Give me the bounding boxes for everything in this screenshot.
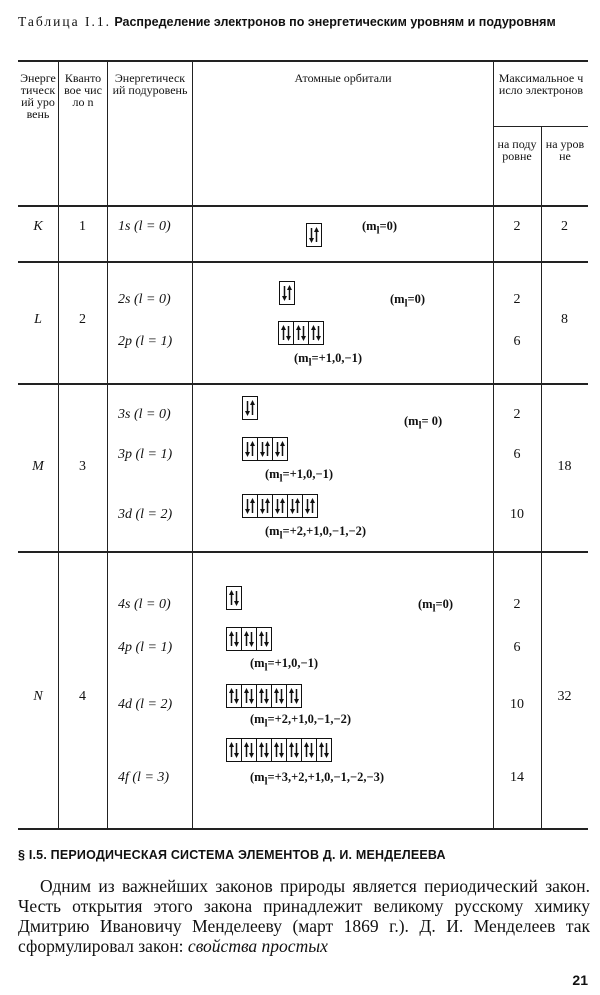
header-per-level: на уровне bbox=[545, 137, 585, 163]
row-rule-k-l bbox=[18, 261, 588, 263]
sublevel-max: 2 bbox=[513, 219, 521, 234]
orbital-boxes bbox=[278, 321, 324, 345]
ml-list: =+2,+1,0,−1,−2) bbox=[282, 524, 367, 538]
orbital-boxes bbox=[242, 396, 258, 420]
sublevel-symbol: 4f bbox=[118, 770, 129, 785]
electron-pair-icon bbox=[288, 687, 300, 705]
ml-values bbox=[418, 597, 453, 615]
ml-values bbox=[250, 656, 318, 674]
ml-subscript: l bbox=[376, 225, 380, 237]
spin-up-arrow bbox=[304, 742, 309, 757]
sublevel-label bbox=[118, 292, 171, 308]
spin-down-arrow bbox=[264, 632, 269, 647]
orbital-box bbox=[273, 438, 287, 460]
orbital-box bbox=[242, 739, 257, 761]
sublevel-l: (l = 1) bbox=[135, 640, 173, 655]
ml-subscript: l bbox=[264, 776, 268, 788]
quantum-number: 4 bbox=[79, 689, 86, 704]
sublevel-max: 2 bbox=[513, 597, 521, 612]
table-caption bbox=[18, 14, 588, 30]
sublevel-l: (l = 1) bbox=[135, 447, 173, 462]
level-total: 32 bbox=[557, 689, 572, 704]
header-per-sublevel: на подуровне bbox=[497, 137, 537, 163]
ml-list: =+1,0,−1) bbox=[267, 656, 319, 670]
orbital-box bbox=[317, 739, 331, 761]
electron-pair-icon bbox=[258, 630, 270, 648]
electron-pair-icon bbox=[228, 589, 240, 607]
sublevel-l: (l = 3) bbox=[132, 770, 170, 785]
electron-pair-icon bbox=[258, 741, 270, 759]
sublevel-symbol: 4s bbox=[118, 597, 131, 612]
spin-up-arrow bbox=[314, 227, 319, 242]
orbital-box bbox=[272, 739, 287, 761]
orbital-boxes bbox=[306, 223, 322, 247]
orbital-box bbox=[242, 628, 257, 650]
orbital-box bbox=[294, 322, 309, 344]
spin-down-arrow bbox=[324, 743, 329, 758]
ml-symbol: (m bbox=[362, 219, 377, 233]
sublevel-symbol: 3d bbox=[118, 507, 132, 522]
electron-pair-icon bbox=[310, 324, 322, 342]
sublevel-label bbox=[118, 697, 172, 713]
ml-symbol: (m bbox=[250, 656, 265, 670]
header-bottom-rule bbox=[18, 205, 588, 207]
ml-symbol: (m bbox=[390, 292, 405, 306]
table-label: Таблица I.1. bbox=[18, 14, 111, 29]
spin-up-arrow bbox=[259, 631, 264, 646]
electron-pair-icon bbox=[228, 741, 240, 759]
ml-values bbox=[404, 414, 442, 432]
orbital-box bbox=[287, 739, 302, 761]
quantum-number: 1 bbox=[79, 219, 86, 234]
ml-values bbox=[265, 524, 366, 542]
spin-up-arrow bbox=[265, 498, 270, 513]
sublevel-symbol: 3p bbox=[118, 447, 132, 462]
paragraph-italic: свойства простых bbox=[187, 936, 328, 956]
spin-up-arrow bbox=[289, 742, 294, 757]
spin-up-arrow bbox=[310, 498, 315, 513]
ml-symbol: (m bbox=[265, 467, 280, 481]
spin-up-arrow bbox=[311, 325, 316, 340]
ml-list: =+3,+2,+1,0,−1,−2,−3) bbox=[267, 770, 385, 784]
col-rule-3 bbox=[192, 60, 193, 828]
orbital-box bbox=[288, 495, 303, 517]
spin-down-arrow bbox=[245, 499, 250, 514]
spin-down-arrow bbox=[275, 499, 280, 514]
orbital-box bbox=[309, 322, 323, 344]
spin-down-arrow bbox=[245, 442, 250, 457]
spin-down-arrow bbox=[316, 326, 321, 341]
ml-values bbox=[390, 292, 425, 310]
ml-subscript: l bbox=[404, 298, 408, 310]
ml-symbol: (m bbox=[418, 597, 433, 611]
header-sublevel: Энергетический подуровень bbox=[112, 71, 188, 97]
electron-pair-icon bbox=[273, 687, 285, 705]
orbital-box bbox=[307, 224, 321, 246]
spin-down-arrow bbox=[294, 689, 299, 704]
spin-down-arrow bbox=[275, 442, 280, 457]
ml-symbol: (m bbox=[250, 712, 265, 726]
ml-symbol: (m bbox=[250, 770, 265, 784]
electron-pair-icon bbox=[318, 741, 330, 759]
page-number: 21 bbox=[572, 972, 588, 988]
spin-up-arrow bbox=[229, 631, 234, 646]
orbital-box bbox=[258, 438, 273, 460]
orbital-box bbox=[227, 628, 242, 650]
electron-pair-icon bbox=[259, 440, 271, 458]
sublevel-symbol: 2p bbox=[118, 334, 132, 349]
spin-up-arrow bbox=[296, 325, 301, 340]
spin-down-arrow bbox=[309, 228, 314, 243]
spin-down-arrow bbox=[234, 591, 239, 606]
header-energy-level: Энергетический уровень bbox=[20, 71, 56, 121]
orbital-boxes bbox=[242, 494, 318, 518]
sublevel-symbol: 4p bbox=[118, 640, 132, 655]
electron-pair-icon bbox=[274, 440, 286, 458]
sublevel-label bbox=[118, 219, 171, 235]
sublevel-symbol: 4d bbox=[118, 697, 132, 712]
orbital-boxes bbox=[242, 437, 288, 461]
sublevel-l: (l = 0) bbox=[133, 597, 171, 612]
spin-up-arrow bbox=[289, 688, 294, 703]
spin-up-arrow bbox=[280, 441, 285, 456]
orbital-boxes bbox=[226, 586, 242, 610]
electron-pair-icon bbox=[244, 497, 256, 515]
ml-symbol: (m bbox=[294, 351, 309, 365]
spin-up-arrow bbox=[229, 742, 234, 757]
electron-pair-icon bbox=[303, 741, 315, 759]
level-name: L bbox=[34, 312, 42, 327]
ml-values bbox=[294, 351, 362, 369]
level-total: 18 bbox=[557, 459, 572, 474]
spin-up-arrow bbox=[244, 631, 249, 646]
ml-values bbox=[250, 712, 351, 730]
spin-down-arrow bbox=[264, 689, 269, 704]
col-rule-1 bbox=[58, 60, 59, 828]
ml-values bbox=[362, 219, 397, 237]
sublevel-label bbox=[118, 770, 169, 786]
spin-down-arrow bbox=[234, 632, 239, 647]
col-rule-2 bbox=[107, 60, 108, 828]
sublevel-max: 10 bbox=[510, 697, 524, 712]
sublevel-max: 6 bbox=[513, 640, 521, 655]
table-top-rule bbox=[18, 60, 588, 62]
spin-up-arrow bbox=[295, 498, 300, 513]
orbital-box bbox=[257, 685, 272, 707]
electron-pair-icon bbox=[228, 687, 240, 705]
sublevel-symbol: 1s bbox=[118, 219, 131, 234]
spin-up-arrow bbox=[244, 742, 249, 757]
ml-list: =+1,0,−1) bbox=[311, 351, 363, 365]
spin-up-arrow bbox=[250, 400, 255, 415]
header-orbitals: Атомные орбитали bbox=[294, 71, 392, 85]
orbital-box bbox=[227, 685, 242, 707]
sublevel-label bbox=[118, 597, 171, 613]
sublevel-label bbox=[118, 447, 172, 463]
sublevel-l: (l = 0) bbox=[133, 407, 171, 422]
orbital-box bbox=[242, 685, 257, 707]
spin-down-arrow bbox=[249, 632, 254, 647]
ml-list: =0) bbox=[379, 219, 398, 233]
quantum-number: 2 bbox=[79, 312, 86, 327]
sublevel-max: 14 bbox=[510, 770, 524, 785]
electron-pair-icon bbox=[259, 497, 271, 515]
ml-list: =+2,+1,0,−1,−2) bbox=[267, 712, 352, 726]
sublevel-l: (l = 2) bbox=[135, 697, 173, 712]
spin-up-arrow bbox=[319, 742, 324, 757]
spin-up-arrow bbox=[274, 688, 279, 703]
sublevel-max: 10 bbox=[510, 507, 524, 522]
ml-list: =+1,0,−1) bbox=[282, 467, 334, 481]
orbital-box bbox=[279, 322, 294, 344]
spin-down-arrow bbox=[234, 743, 239, 758]
header-max-electrons: Максимальное число электронов bbox=[498, 71, 584, 97]
spin-up-arrow bbox=[280, 498, 285, 513]
orbital-boxes bbox=[279, 281, 295, 305]
sublevel-label bbox=[118, 507, 172, 523]
sublevel-label bbox=[118, 407, 171, 423]
level-name: K bbox=[33, 219, 43, 234]
spin-up-arrow bbox=[244, 688, 249, 703]
orbital-box bbox=[257, 628, 271, 650]
spin-up-arrow bbox=[287, 285, 292, 300]
sublevel-label bbox=[118, 640, 172, 656]
spin-down-arrow bbox=[294, 743, 299, 758]
ml-symbol: (m bbox=[265, 524, 280, 538]
spin-up-arrow bbox=[265, 441, 270, 456]
orbital-boxes bbox=[226, 738, 332, 762]
sublevel-l: (l = 2) bbox=[135, 507, 173, 522]
spin-down-arrow bbox=[279, 743, 284, 758]
spin-up-arrow bbox=[250, 498, 255, 513]
orbital-box bbox=[257, 739, 272, 761]
spin-up-arrow bbox=[259, 742, 264, 757]
spin-down-arrow bbox=[309, 743, 314, 758]
sublevel-max: 6 bbox=[513, 447, 521, 462]
ml-subscript: l bbox=[279, 530, 283, 542]
spin-down-arrow bbox=[260, 499, 265, 514]
electron-pair-icon bbox=[243, 630, 255, 648]
ml-subscript: l bbox=[264, 662, 268, 674]
sublevel-max: 6 bbox=[513, 334, 521, 349]
spin-down-arrow bbox=[290, 499, 295, 514]
electron-pair-icon bbox=[289, 497, 301, 515]
electron-pair-icon bbox=[273, 741, 285, 759]
electron-pair-icon bbox=[258, 687, 270, 705]
sublevel-symbol: 2s bbox=[118, 292, 131, 307]
spin-down-arrow bbox=[264, 743, 269, 758]
level-name: N bbox=[33, 689, 43, 704]
table-title: Распределение электронов по энергетическим уровням и подуровням bbox=[114, 15, 556, 29]
orbital-box bbox=[243, 397, 257, 419]
electron-pair-icon bbox=[244, 440, 256, 458]
ml-subscript: l bbox=[279, 473, 283, 485]
sublevel-label bbox=[118, 334, 172, 350]
orbital-box bbox=[243, 495, 258, 517]
spin-down-arrow bbox=[245, 401, 250, 416]
sublevel-l: (l = 0) bbox=[133, 292, 171, 307]
spin-down-arrow bbox=[260, 442, 265, 457]
ml-values bbox=[265, 467, 333, 485]
orbital-box bbox=[272, 685, 287, 707]
row-rule-m-n bbox=[18, 551, 588, 553]
spin-up-arrow bbox=[229, 688, 234, 703]
electron-pair-icon bbox=[274, 497, 286, 515]
orbital-box bbox=[287, 685, 301, 707]
spin-down-arrow bbox=[286, 326, 291, 341]
ml-list: =0) bbox=[435, 597, 454, 611]
quantum-number: 3 bbox=[79, 459, 86, 474]
electron-pair-icon bbox=[295, 324, 307, 342]
electron-pair-icon bbox=[308, 226, 320, 244]
spin-down-arrow bbox=[249, 743, 254, 758]
spin-up-arrow bbox=[250, 441, 255, 456]
spin-down-arrow bbox=[282, 286, 287, 301]
orbital-boxes bbox=[226, 627, 272, 651]
level-total: 2 bbox=[561, 219, 568, 234]
orbital-box bbox=[227, 739, 242, 761]
spin-up-arrow bbox=[229, 590, 234, 605]
sublevel-l: (l = 1) bbox=[135, 334, 173, 349]
section-heading: § I.5. ПЕРИОДИЧЕСКАЯ СИСТЕМА ЭЛЕМЕНТОВ Д. И. МЕНДЕЛЕЕВА bbox=[18, 848, 446, 862]
electron-pair-icon bbox=[243, 741, 255, 759]
spin-down-arrow bbox=[305, 499, 310, 514]
level-total: 8 bbox=[561, 312, 568, 327]
spin-down-arrow bbox=[301, 326, 306, 341]
spin-up-arrow bbox=[259, 688, 264, 703]
spin-down-arrow bbox=[234, 689, 239, 704]
orbital-box bbox=[273, 495, 288, 517]
level-name: M bbox=[32, 459, 44, 474]
ml-list: =0) bbox=[407, 292, 426, 306]
ml-list: = 0) bbox=[421, 414, 443, 428]
sublevel-symbol: 3s bbox=[118, 407, 131, 422]
ml-subscript: l bbox=[432, 603, 436, 615]
header-quantum-number: Квантовое число n bbox=[64, 71, 102, 109]
table-bottom-rule bbox=[18, 828, 588, 830]
spin-up-arrow bbox=[281, 325, 286, 340]
sublevel-max: 2 bbox=[513, 292, 521, 307]
orbital-boxes bbox=[226, 684, 302, 708]
electron-pair-icon bbox=[243, 687, 255, 705]
electron-pair-icon bbox=[304, 497, 316, 515]
orbital-box bbox=[280, 282, 294, 304]
orbital-box bbox=[302, 739, 317, 761]
ml-values bbox=[250, 770, 384, 788]
electron-pair-icon bbox=[280, 324, 292, 342]
electron-pair-icon bbox=[228, 630, 240, 648]
electron-pair-icon bbox=[288, 741, 300, 759]
sublevel-max: 2 bbox=[513, 407, 521, 422]
ml-subscript: l bbox=[418, 420, 422, 432]
spin-down-arrow bbox=[249, 689, 254, 704]
paragraph-text: Одним из важнейших законов природы является периодический закон. Честь открытия этого закона принадлежит великому русскому химику Дмитрию Ивановичу Менделееву (март 1869 г.). Д. И. Менделеев так сформулировал закон: bbox=[18, 876, 590, 956]
electron-pair-icon bbox=[244, 399, 256, 417]
spin-up-arrow bbox=[274, 742, 279, 757]
body-paragraph bbox=[18, 876, 590, 956]
ml-symbol: (m bbox=[404, 414, 419, 428]
row-rule-l-m bbox=[18, 383, 588, 385]
electron-pair-icon bbox=[281, 284, 293, 302]
ml-subscript: l bbox=[308, 357, 312, 369]
orbital-box bbox=[227, 587, 241, 609]
sublevel-l: (l = 0) bbox=[133, 219, 171, 234]
orbital-box bbox=[243, 438, 258, 460]
spin-down-arrow bbox=[279, 689, 284, 704]
orbital-box bbox=[303, 495, 317, 517]
ml-subscript: l bbox=[264, 718, 268, 730]
orbital-box bbox=[258, 495, 273, 517]
